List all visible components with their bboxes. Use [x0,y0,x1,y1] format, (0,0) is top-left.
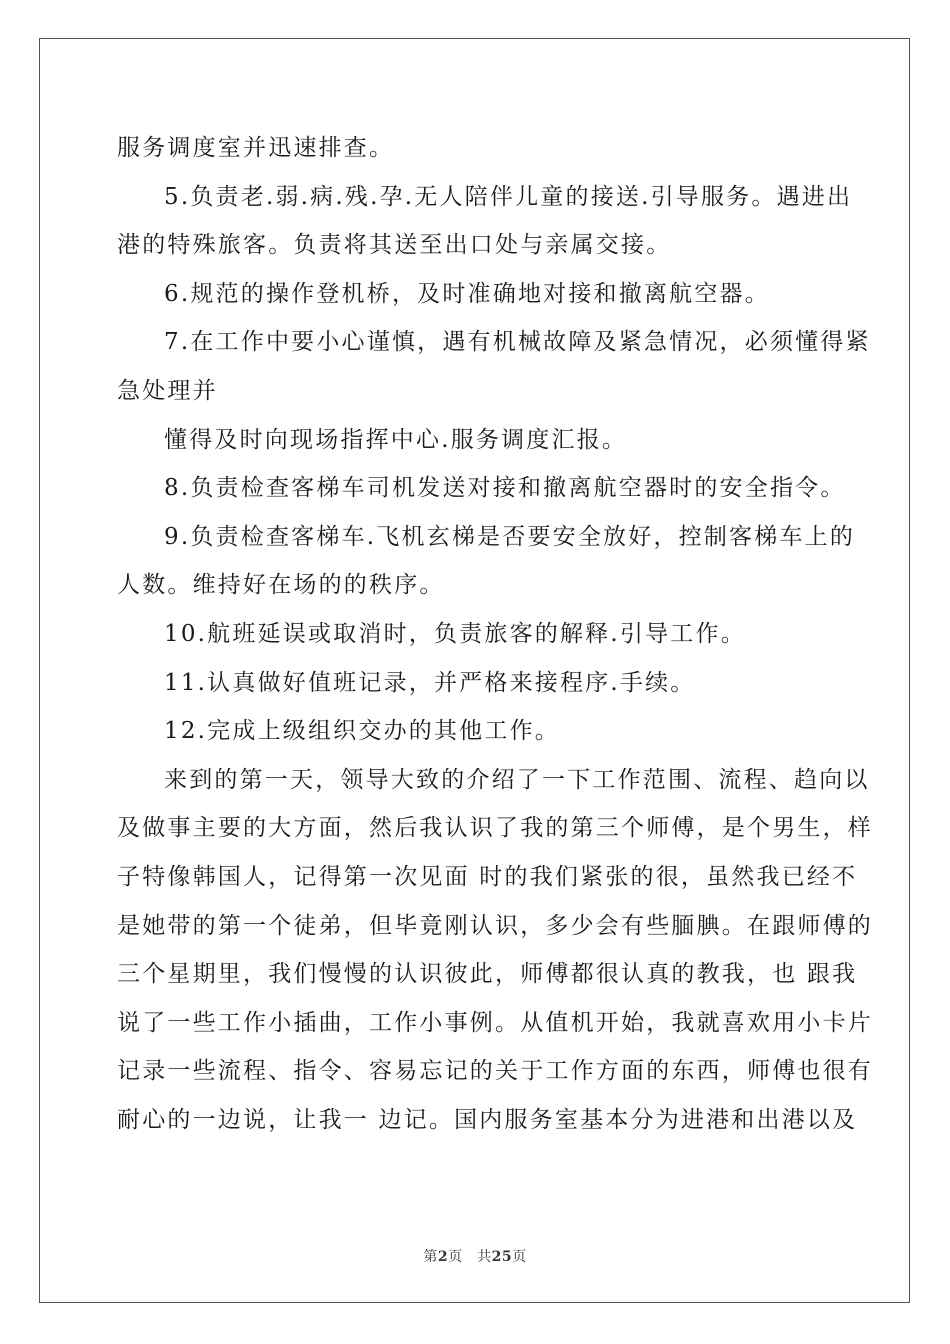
footer-suffix: 页 [512,1249,527,1265]
text-line: 子特像韩国人，记得第一次见面 时的我们紧张的很，虽然我已经不 [117,863,858,890]
text-line: 是她带的第一个徒弟，但毕竟刚认识，多少会有些腼腆。在跟师傅的 [117,912,873,939]
text-line: 7.在工作中要小心谨慎，遇有机械故障及紧急情况，必须懂得紧 [164,329,871,356]
total-page-count: 25 [491,1249,513,1265]
text-line: 耐心的一边说，让我一 边记。国内服务室基本分为进港和出港以及 [117,1106,858,1133]
text-line: 及做事主要的大方面，然后我认识了我的第三个师傅，是个男生，样 [117,815,873,842]
text-line: 6.规范的操作登机桥，及时准确地对接和撤离航空器。 [164,280,770,307]
text-line: 记录一些流程、指令、容易忘记的关于工作方面的东西，师傅也很有 [117,1058,873,1085]
text-line: 10.航班延误或取消时，负责旅客的解释.引导工作。 [164,620,746,647]
text-line: 说了一些工作小插曲，工作小事例。从值机开始，我就喜欢用小卡片 [117,1009,873,1036]
document-body [117,128,873,1148]
footer-mid: 页 共 [448,1249,492,1265]
footer-prefix: 第 [423,1249,438,1265]
text-line: 12.完成上级组织交办的其他工作。 [164,718,560,745]
text-line: 港的特殊旅客。负责将其送至出口处与亲属交接。 [117,232,672,259]
page-footer [0,1246,950,1266]
text-line: 8.负责检查客梯车司机发送对接和撤离航空器时的安全指令。 [164,475,846,502]
text-line: 11.认真做好值班记录，并严格来接程序.手续。 [164,669,696,696]
text-line: 急处理并 [117,377,218,404]
text-line: 5.负责老.弱.病.残.孕.无人陪伴儿童的接送.引导服务。遇进出 [164,183,853,210]
text-line: 服务调度室并迅速排查。 [117,135,395,161]
text-line: 来到的第一天，领导大致的介绍了一下工作范围、流程、趋向以 [164,766,870,793]
text-line: 三个星期里，我们慢慢的认识彼此，师傅都很认真的教我，也 跟我 [117,961,858,988]
text-line: 9.负责检查客梯车.飞机玄梯是否要安全放好，控制客梯车上的 [164,523,856,550]
current-page-number: 2 [437,1249,449,1265]
text-line: 人数。维持好在场的的秩序。 [117,572,445,599]
text-line: 懂得及时向现场指挥中心.服务调度汇报。 [164,426,628,453]
